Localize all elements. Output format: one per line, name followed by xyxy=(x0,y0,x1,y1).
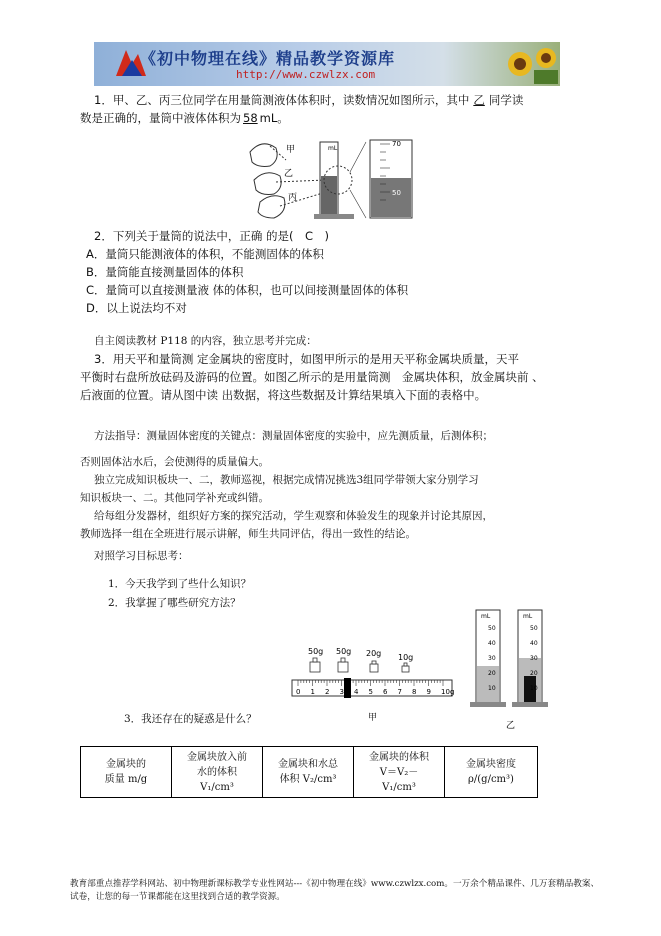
cylinder-scale-label: 20 xyxy=(488,670,496,677)
cyl-unit-b: mL xyxy=(523,613,533,620)
cylinder-scale-label: 40 xyxy=(488,640,496,647)
ruler-label: 5 xyxy=(368,688,373,696)
q2-option-d: D．以上说法均不对 xyxy=(86,301,187,315)
cylinder-unit: mL xyxy=(328,145,338,152)
method-line5: 给每组分发器材，组织好方案的探究活动，学生观察和体验发生的现象并讨论其原因， xyxy=(94,510,493,522)
banner-title: 《初中物理在线》精品教学资源库 xyxy=(140,49,396,68)
ruler-label: 0 xyxy=(296,688,301,696)
zoomed-scale xyxy=(370,140,412,218)
balance-figure xyxy=(288,640,458,722)
q1-line2 xyxy=(80,110,289,126)
ruler-label: 3 xyxy=(339,688,344,696)
q1-text: 1．甲、乙、丙三位同学在用量筒测液体体积时，读数情况如图所示，其中 xyxy=(94,93,470,107)
reflect-1: 1．今天我学到了些什么知识？ xyxy=(108,578,252,590)
weight-label-20g: 20g xyxy=(366,649,382,658)
ruler-label: 1 xyxy=(310,688,315,696)
footer-note: 教育部重点推荐学科网站、初中物理新课标教学专业性网站---《初中物理在线》www.czwlzx.com。一万余个精品课件、几万套精品教案、试卷，让您的每一节课都能在这里找到合适的教学资源。 xyxy=(70,879,600,902)
label-jia-2: 甲 xyxy=(368,713,378,722)
q3-line3: 后液面的位置。请从图中读 出数据，将这些数据及计算结果填入下面的表格中。 xyxy=(80,388,487,402)
q1-line1 xyxy=(94,92,523,108)
cylinder-scale-label: 50 xyxy=(488,625,496,632)
scale-label-70: 70 xyxy=(392,140,401,148)
q1-text: mL。 xyxy=(259,111,289,125)
q2-option-c: C．量筒可以直接测量液 体的体积，也可以间接测量固体的体积 xyxy=(86,283,409,297)
method-line2: 否则固体沾水后，会使测得的质量偏大。 xyxy=(80,456,269,468)
reflect-2: 2．我掌握了哪些研究方法？ xyxy=(108,597,241,609)
q1-text: 数是正确的，量筒中液体体积为 xyxy=(80,111,241,125)
cylinder-scale-label: 20 xyxy=(530,670,538,677)
q1-answer-person: 乙 xyxy=(473,93,485,107)
ruler-label: 9 xyxy=(426,688,431,696)
method-line4: 知识板块一、二。其他同学补充或纠错。 xyxy=(80,492,269,504)
header-v1: 金属块放入前 水的体积 V₁/cm³ xyxy=(172,747,263,798)
q2-stem: 2．下列关于量筒的说法中，正确 的是( C ) xyxy=(94,229,329,243)
ruler-label: 4 xyxy=(354,688,359,696)
ruler-label: 7 xyxy=(397,688,402,696)
self-read-note: 自主阅读教材 P118 的内容，独立思考并完成： xyxy=(94,335,317,347)
q2-option-b: B．量筒能直接测量固体的体积 xyxy=(86,265,244,279)
scale-label-60: 60 xyxy=(392,165,401,173)
q1-figure xyxy=(240,132,420,222)
method-line7: 对照学习目标思考： xyxy=(94,550,189,562)
rider[interactable] xyxy=(344,678,351,698)
header-volume: 金属块的体积 V＝V₂－ V₁/cm³ xyxy=(354,747,445,798)
method-line6: 教师选择一组在全班进行展示讲解，师生共同评估，得出一致性的结论。 xyxy=(80,528,416,540)
cylinder-scale-label: 30 xyxy=(530,655,538,662)
ruler-label: 6 xyxy=(383,688,388,696)
method-line3: 独立完成知识板块一、二，教师巡视，根据完成情况挑选3组同学带领大家分别学习 xyxy=(94,474,479,486)
table-header-row xyxy=(81,747,538,798)
cylinder-scale-label: 10 xyxy=(488,685,496,692)
q3-line2: 平衡时右盘所放砝码及游码的位置。如图乙所示的是用量筒测 金属块体积，放金属块前 、 xyxy=(80,370,544,384)
q3-line1: 3．用天平和量筒测 定金属块的密度时，如图甲所示的是用天平称金属块质量，天平 xyxy=(94,352,519,366)
cylinders-figure xyxy=(466,606,556,730)
banner-url[interactable]: http://www.czwlzx.com xyxy=(236,68,376,81)
ruler-label: 2 xyxy=(325,688,330,696)
measuring-cylinder xyxy=(314,142,354,219)
ruler-unit: g xyxy=(450,688,455,696)
cylinder-scale-label: 30 xyxy=(488,655,496,662)
weight-label-50g-b: 50g xyxy=(336,647,352,656)
header-density: 金属块密度 ρ/(g/cm³) xyxy=(445,747,538,798)
cylinder-scale-label: 50 xyxy=(530,625,538,632)
label-bing: 丙 xyxy=(288,193,298,203)
sunflower-icon xyxy=(504,44,560,84)
q1-text: 同学读 xyxy=(488,93,524,107)
cylinder-scale-label: 40 xyxy=(530,640,538,647)
reflect-3: 3．我还存在的疑惑是什么？ xyxy=(124,713,257,725)
cyl-unit-a: mL xyxy=(481,613,491,620)
results-table xyxy=(80,746,538,798)
ruler-label: 8 xyxy=(412,688,417,696)
q2-option-a: A．量筒只能测液体的体积，不能测固体的体积 xyxy=(86,247,324,261)
label-yi-2: 乙 xyxy=(506,721,516,730)
header-v2: 金属块和水总 体积 V₂/cm³ xyxy=(263,747,354,798)
cylinder-scale-label: 10 xyxy=(530,685,538,692)
method-line1: 方法指导：测量固体密度的关键点：测量固体密度的实验中，应先测质量，后测体积； xyxy=(94,430,493,442)
header-mass: 金属块的 质量 m/g xyxy=(81,747,172,798)
weights xyxy=(310,658,409,672)
q1-answer-volume: 58 xyxy=(243,111,258,125)
label-yi: 乙 xyxy=(284,169,294,179)
weight-label-50g-a: 50g xyxy=(308,647,324,656)
ruler-label: 10 xyxy=(441,688,450,696)
scale-label-50: 50 xyxy=(392,189,401,197)
label-jia: 甲 xyxy=(286,145,296,155)
weight-label-10g: 10g xyxy=(398,653,414,662)
